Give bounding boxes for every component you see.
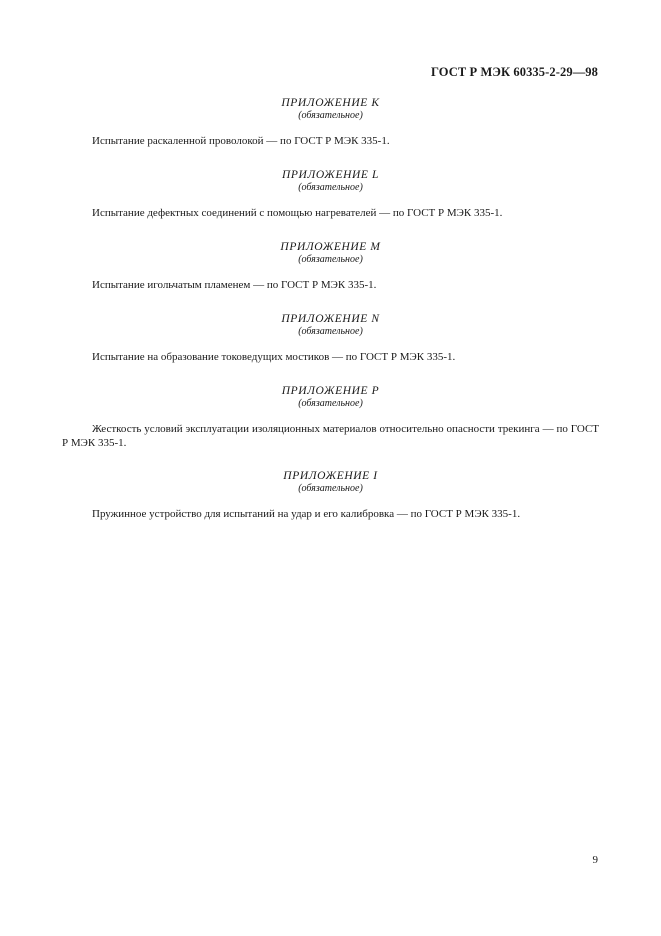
appendix-title: ПРИЛОЖЕНИЕ I xyxy=(283,470,378,482)
document-standard-header: ГОСТ Р МЭК 60335-2-29—98 xyxy=(431,65,598,79)
appendix-title: ПРИЛОЖЕНИЕ K xyxy=(281,97,380,109)
appendix-text: Испытание игольчатым пламенем — по ГОСТ Р МЭК 335-1. xyxy=(92,279,377,291)
appendix-subtitle: (обязательное) xyxy=(298,326,363,337)
appendix-m xyxy=(0,241,661,266)
appendix-subtitle: (обязательное) xyxy=(298,398,363,409)
appendix-subtitle: (обязательное) xyxy=(298,254,363,265)
appendix-l xyxy=(0,169,661,194)
appendix-title: ПРИЛОЖЕНИЕ M xyxy=(280,241,381,253)
appendix-title: ПРИЛОЖЕНИЕ L xyxy=(282,169,379,181)
appendix-subtitle: (обязательное) xyxy=(298,182,363,193)
appendix-title: ПРИЛОЖЕНИЕ N xyxy=(281,313,380,325)
appendix-k xyxy=(0,97,661,122)
page-number: 9 xyxy=(592,854,598,866)
appendix-title: ПРИЛОЖЕНИЕ P xyxy=(281,385,380,397)
appendix-p xyxy=(0,385,661,410)
appendix-subtitle: (обязательное) xyxy=(298,483,363,494)
appendix-subtitle: (обязательное) xyxy=(298,110,363,121)
appendix-n xyxy=(0,313,661,338)
appendix-i xyxy=(0,470,661,495)
appendix-text: Пружинное устройство для испытаний на удар и его калибровка — по ГОСТ Р МЭК 335-1. xyxy=(92,508,521,520)
appendix-text: Жесткость условий эксплуатации изоляционных материалов относительно опасности трекинга — по ГОСТ Р МЭК 335-1. xyxy=(62,423,599,449)
appendix-text: Испытание дефектных соединений с помощью нагревателей — по ГОСТ Р МЭК 335-1. xyxy=(92,207,503,219)
appendix-text: Испытание раскаленной проволокой — по ГОСТ Р МЭК 335-1. xyxy=(92,135,390,147)
appendix-text: Испытание на образование токоведущих мостиков — по ГОСТ Р МЭК 335-1. xyxy=(92,351,456,363)
